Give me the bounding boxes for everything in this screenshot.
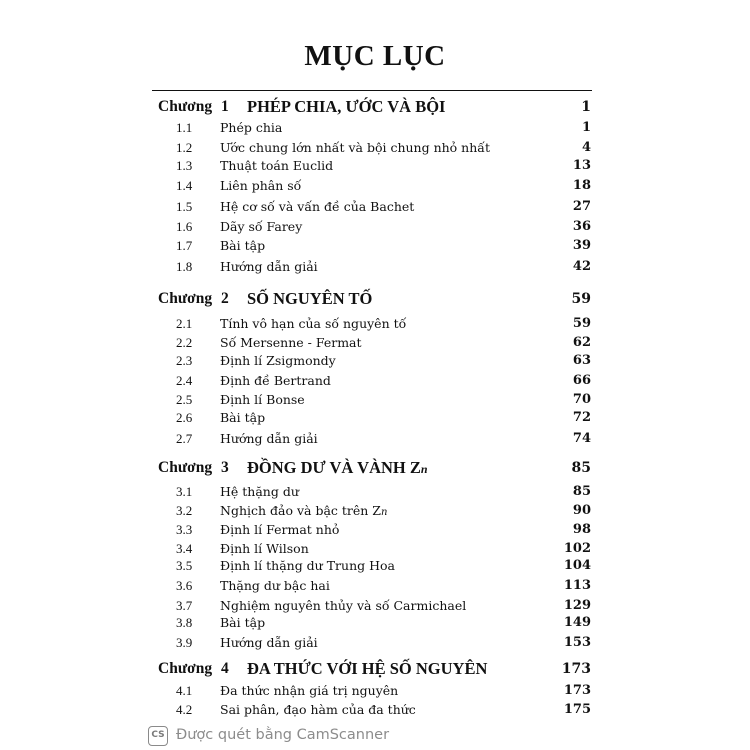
section-page: 42 bbox=[572, 259, 591, 274]
chapter-title-subscript: n bbox=[420, 462, 428, 476]
chapter-number: 3 bbox=[221, 459, 229, 476]
section-title-subscript: n bbox=[381, 507, 388, 518]
section-page: 63 bbox=[572, 353, 591, 368]
section-row bbox=[0, 428, 750, 448]
section-title: Định lí thặng dư Trung Hoa bbox=[220, 558, 395, 573]
section-page: 90 bbox=[572, 503, 591, 518]
section-title: Hướng dẫn giải bbox=[220, 635, 318, 650]
section-title: Liên phân số bbox=[220, 178, 302, 193]
section-row bbox=[0, 481, 750, 501]
section-title: Bài tập bbox=[220, 238, 266, 253]
section-number: 2.6 bbox=[176, 410, 193, 425]
section-number: 3.9 bbox=[176, 635, 193, 650]
section-number: 2.2 bbox=[176, 335, 193, 350]
section-number: 1.6 bbox=[176, 219, 193, 234]
section-title: Hệ thặng dư bbox=[220, 484, 299, 499]
section-number: 3.5 bbox=[176, 558, 193, 573]
section-title: Định lí Bonse bbox=[220, 392, 305, 407]
section-title: Ước chung lớn nhất và bội chung nhỏ nhất bbox=[220, 140, 490, 155]
section-title: Định đề Bertrand bbox=[220, 373, 331, 388]
section-title: Định lí Wilson bbox=[220, 541, 309, 556]
section-page: 175 bbox=[563, 702, 591, 717]
section-page: 18 bbox=[572, 178, 591, 193]
section-page: 104 bbox=[563, 558, 591, 573]
section-title: Phép chia bbox=[220, 120, 283, 135]
section-title: Dãy số Farey bbox=[220, 219, 303, 234]
section-page: 13 bbox=[572, 158, 591, 173]
section-page: 113 bbox=[563, 578, 591, 593]
section-title: Thuật toán Euclid bbox=[220, 158, 334, 173]
section-page: 74 bbox=[572, 431, 591, 446]
section-page: 66 bbox=[572, 373, 591, 388]
section-row bbox=[0, 555, 750, 575]
chapter-word: Chương bbox=[158, 290, 213, 307]
chapter-page: 59 bbox=[571, 291, 591, 307]
section-number: 3.6 bbox=[176, 578, 193, 593]
chapter-word: Chương bbox=[158, 459, 213, 476]
chapter-number: 1 bbox=[221, 98, 229, 115]
section-row bbox=[0, 313, 750, 333]
section-row bbox=[0, 216, 750, 236]
chapter-title: ĐA THỨC VỚI HỆ SỐ NGUYÊN bbox=[247, 659, 488, 678]
section-page: 59 bbox=[572, 316, 591, 331]
section-title: Hệ cơ số và vấn đề của Bachet bbox=[220, 199, 415, 214]
section-title: Định lí Fermat nhỏ bbox=[220, 522, 340, 537]
section-row bbox=[0, 235, 750, 255]
section-number: 1.1 bbox=[176, 120, 193, 135]
section-page: 39 bbox=[572, 238, 591, 253]
section-number: 4.1 bbox=[176, 683, 193, 698]
section-title: Nghiệm nguyên thủy và số Carmichael bbox=[220, 598, 467, 613]
section-row bbox=[0, 175, 750, 195]
chapter-title-group bbox=[247, 458, 428, 478]
section-number: 2.1 bbox=[176, 316, 193, 331]
section-row bbox=[0, 137, 750, 157]
section-page: 27 bbox=[572, 199, 591, 214]
section-page: 98 bbox=[572, 522, 591, 537]
section-row bbox=[0, 500, 750, 520]
chapter-page: 85 bbox=[571, 460, 591, 476]
section-row bbox=[0, 407, 750, 427]
chapter-word: Chương bbox=[158, 660, 213, 677]
chapter-title: SỐ NGUYÊN TỐ bbox=[247, 289, 373, 308]
section-row bbox=[0, 389, 750, 409]
section-title: Bài tập bbox=[220, 615, 266, 630]
section-title: Hướng dẫn giải bbox=[220, 259, 318, 274]
section-number: 1.4 bbox=[176, 178, 193, 193]
section-number: 1.7 bbox=[176, 238, 193, 253]
section-page: 70 bbox=[572, 392, 591, 407]
section-number: 2.5 bbox=[176, 392, 193, 407]
section-page: 1 bbox=[581, 120, 591, 135]
chapter-number: 4 bbox=[221, 660, 229, 677]
section-page: 102 bbox=[563, 541, 591, 556]
section-number: 4.2 bbox=[176, 702, 193, 717]
section-row bbox=[0, 332, 750, 352]
section-row bbox=[0, 196, 750, 216]
section-row bbox=[0, 370, 750, 390]
chapter-number: 2 bbox=[221, 290, 229, 307]
section-title: Định lí Zsigmondy bbox=[220, 353, 336, 368]
section-page: 62 bbox=[572, 335, 591, 350]
chapter-row bbox=[0, 97, 750, 117]
section-number: 1.3 bbox=[176, 158, 193, 173]
chapter-word: Chương bbox=[158, 98, 213, 115]
section-number: 2.7 bbox=[176, 431, 193, 446]
section-row bbox=[0, 117, 750, 137]
section-page: 173 bbox=[563, 683, 591, 698]
section-number: 3.8 bbox=[176, 615, 193, 630]
chapter-title: ĐỒNG DƯ VÀ VÀNH Z bbox=[247, 458, 421, 477]
section-title: Thặng dư bậc hai bbox=[220, 578, 330, 593]
section-page: 149 bbox=[563, 615, 591, 630]
section-number: 3.2 bbox=[176, 503, 193, 518]
section-title: Nghịch đảo và bậc trên Z bbox=[220, 503, 381, 518]
section-row bbox=[0, 256, 750, 276]
section-number: 1.8 bbox=[176, 259, 193, 274]
section-row bbox=[0, 632, 750, 652]
section-number: 1.2 bbox=[176, 140, 193, 155]
section-page: 4 bbox=[581, 140, 591, 155]
section-title: Tính vô hạn của số nguyên tố bbox=[220, 316, 407, 331]
section-title: Sai phân, đạo hàm của đa thức bbox=[220, 702, 416, 717]
section-page: 153 bbox=[563, 635, 591, 650]
section-number: 2.3 bbox=[176, 353, 193, 368]
camscanner-watermark bbox=[148, 724, 608, 748]
chapter-row bbox=[0, 458, 750, 478]
camscanner-logo-icon: CS bbox=[148, 726, 168, 746]
section-page: 129 bbox=[563, 598, 591, 613]
section-title-group bbox=[220, 503, 387, 518]
section-row bbox=[0, 155, 750, 175]
section-page: 85 bbox=[572, 484, 591, 499]
section-number: 3.1 bbox=[176, 484, 193, 499]
section-number: 3.3 bbox=[176, 522, 193, 537]
section-title: Hướng dẫn giải bbox=[220, 431, 318, 446]
section-row bbox=[0, 612, 750, 632]
chapter-page: 1 bbox=[581, 99, 591, 115]
chapter-row bbox=[0, 289, 750, 309]
section-row bbox=[0, 575, 750, 595]
section-number: 2.4 bbox=[176, 373, 193, 388]
section-row bbox=[0, 519, 750, 539]
section-title: Đa thức nhận giá trị nguyên bbox=[220, 683, 399, 698]
section-row bbox=[0, 680, 750, 700]
section-title: Bài tập bbox=[220, 410, 266, 425]
chapter-title: PHÉP CHIA, ƯỚC VÀ BỘI bbox=[247, 97, 446, 116]
section-page: 72 bbox=[572, 410, 591, 425]
chapter-page: 173 bbox=[561, 661, 591, 677]
section-number: 3.7 bbox=[176, 598, 193, 613]
section-number: 3.4 bbox=[176, 541, 193, 556]
watermark-text: Được quét bằng CamScanner bbox=[176, 727, 390, 743]
chapter-row bbox=[0, 659, 750, 679]
section-row bbox=[0, 350, 750, 370]
title-rule bbox=[152, 90, 592, 91]
section-row bbox=[0, 699, 750, 719]
section-page: 36 bbox=[572, 219, 591, 234]
section-number: 1.5 bbox=[176, 199, 193, 214]
page-title: MỤC LỤC bbox=[304, 40, 446, 72]
section-title: Số Mersenne - Fermat bbox=[220, 335, 362, 350]
